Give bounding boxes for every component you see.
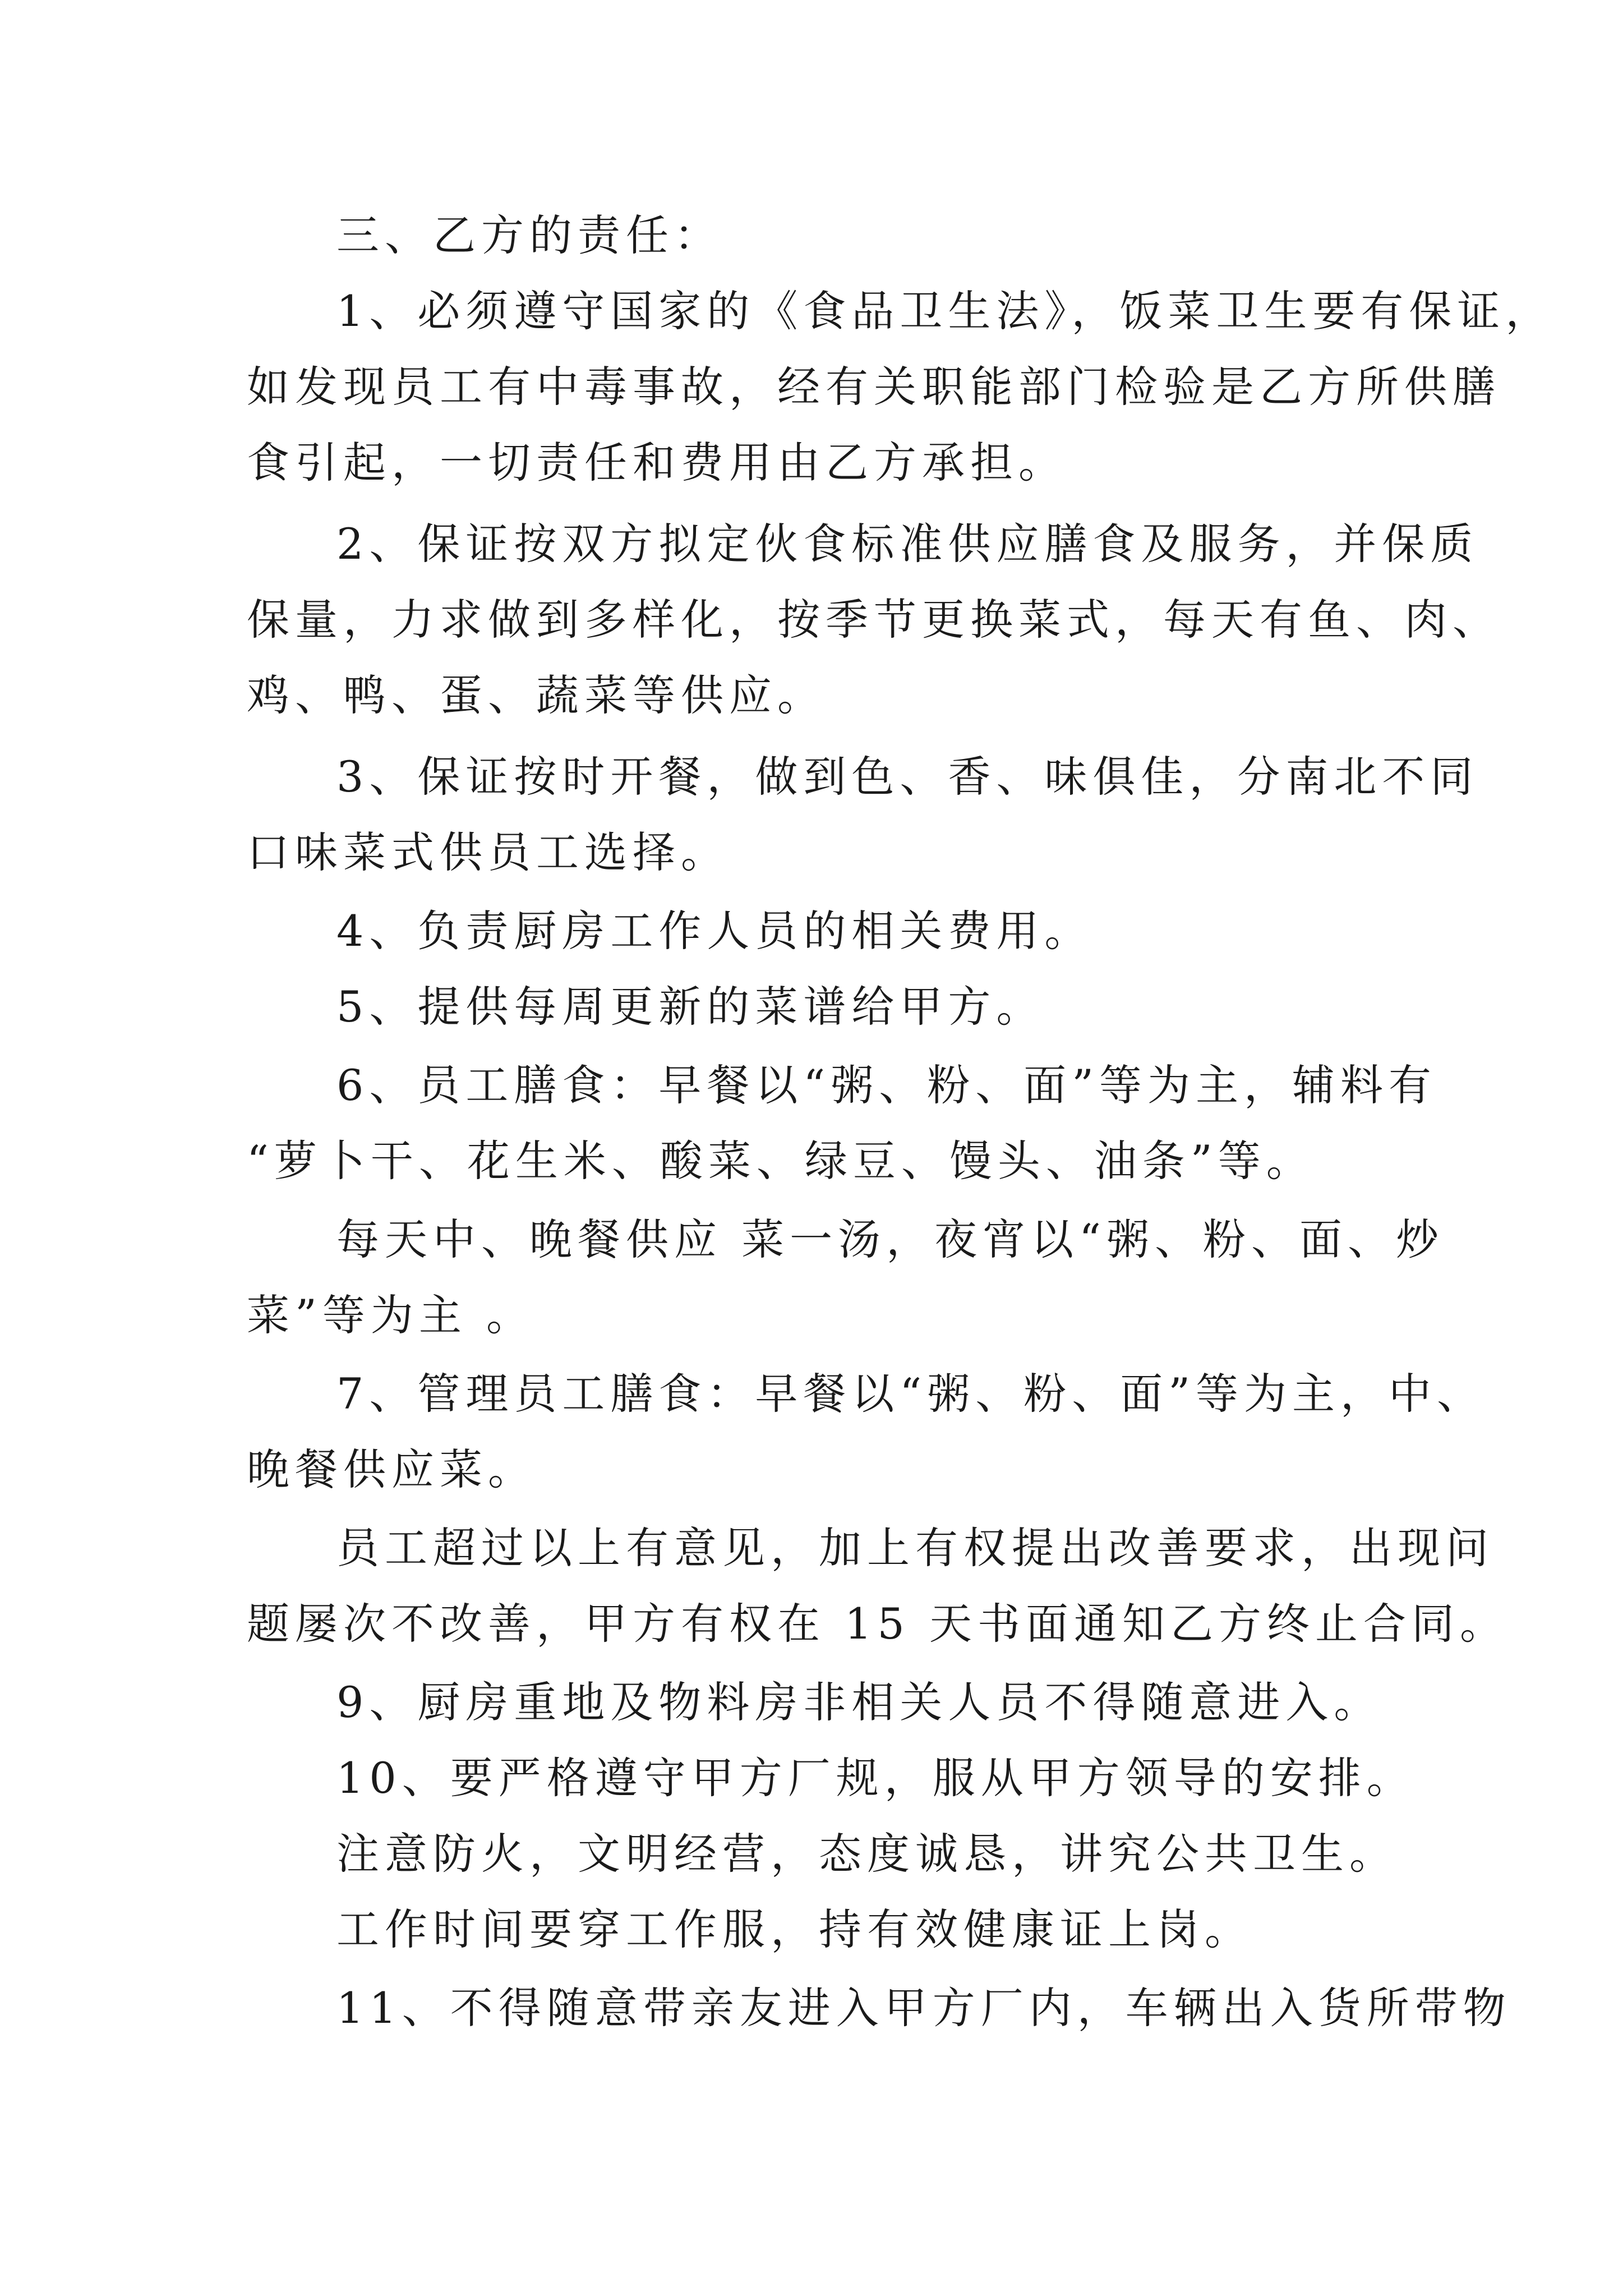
paragraph-line: 7、管理员工膳食：早餐以“粥、粉、面”等为主，中、	[336, 1369, 1486, 1419]
paragraph-line: 鸡、鸭、蛋、蔬菜等供应。	[247, 670, 826, 720]
paragraph-line: 4、负责厨房工作人员的相关费用。	[336, 906, 1093, 956]
paragraph-line: 2、保证按双方拟定伙食标准供应膳食及服务，并保质	[336, 519, 1479, 569]
paragraph-line: 员工超过以上有意见，加上有权提出改善要求，出现问	[336, 1523, 1494, 1573]
paragraph-line: 保量，力求做到多样化，按季节更换菜式，每天有鱼、肉、	[247, 595, 1501, 645]
paragraph-line: 10、要严格遵守甲方厂规，服从甲方领导的安排。	[336, 1753, 1415, 1803]
paragraph-line: 1、必须遵守国家的《食品卫生法》，饭菜卫生要有保证，	[336, 286, 1554, 336]
section-heading: 三、乙方的责任：	[336, 210, 722, 260]
paragraph-line: “萝卜干、花生米、酸菜、绿豆、馒头、油条”等。	[247, 1136, 1315, 1186]
paragraph-line: 题屡次不改善，甲方有权在 15 天书面通知乙方终止合同。	[247, 1599, 1509, 1649]
paragraph-line: 菜”等为主 。	[247, 1290, 535, 1340]
paragraph-line: 每天中、晚餐供应 菜一汤，夜宵以“粥、粉、面、炒	[336, 1214, 1445, 1264]
paragraph-line: 6、员工膳食：早餐以“粥、粉、面”等为主，辅料有	[336, 1060, 1437, 1110]
paragraph-line: 如发现员工有中毒事故，经有关职能部门检验是乙方所供膳	[247, 362, 1501, 412]
paragraph-line: 工作时间要穿工作服，持有效健康证上岗。	[336, 1904, 1253, 1954]
paragraph-line: 口味菜式供员工选择。	[247, 827, 729, 877]
paragraph-line: 注意防火，文明经营，态度诚恳，讲究公共卫生。	[336, 1829, 1398, 1879]
paragraph-line: 9、厨房重地及物料房非相关人员不得随意进入。	[336, 1677, 1382, 1727]
paragraph-line: 3、保证按时开餐，做到色、香、味俱佳，分南北不同	[336, 752, 1479, 802]
paragraph-line: 5、提供每周更新的菜谱给甲方。	[336, 982, 1045, 1032]
paragraph-line: 食引起，一切责任和费用由乙方承担。	[247, 438, 1067, 487]
paragraph-line: 11、不得随意带亲友进入甲方厂内，车辆出入货所带物	[336, 1983, 1511, 2033]
paragraph-line: 晚餐供应菜。	[247, 1444, 536, 1494]
